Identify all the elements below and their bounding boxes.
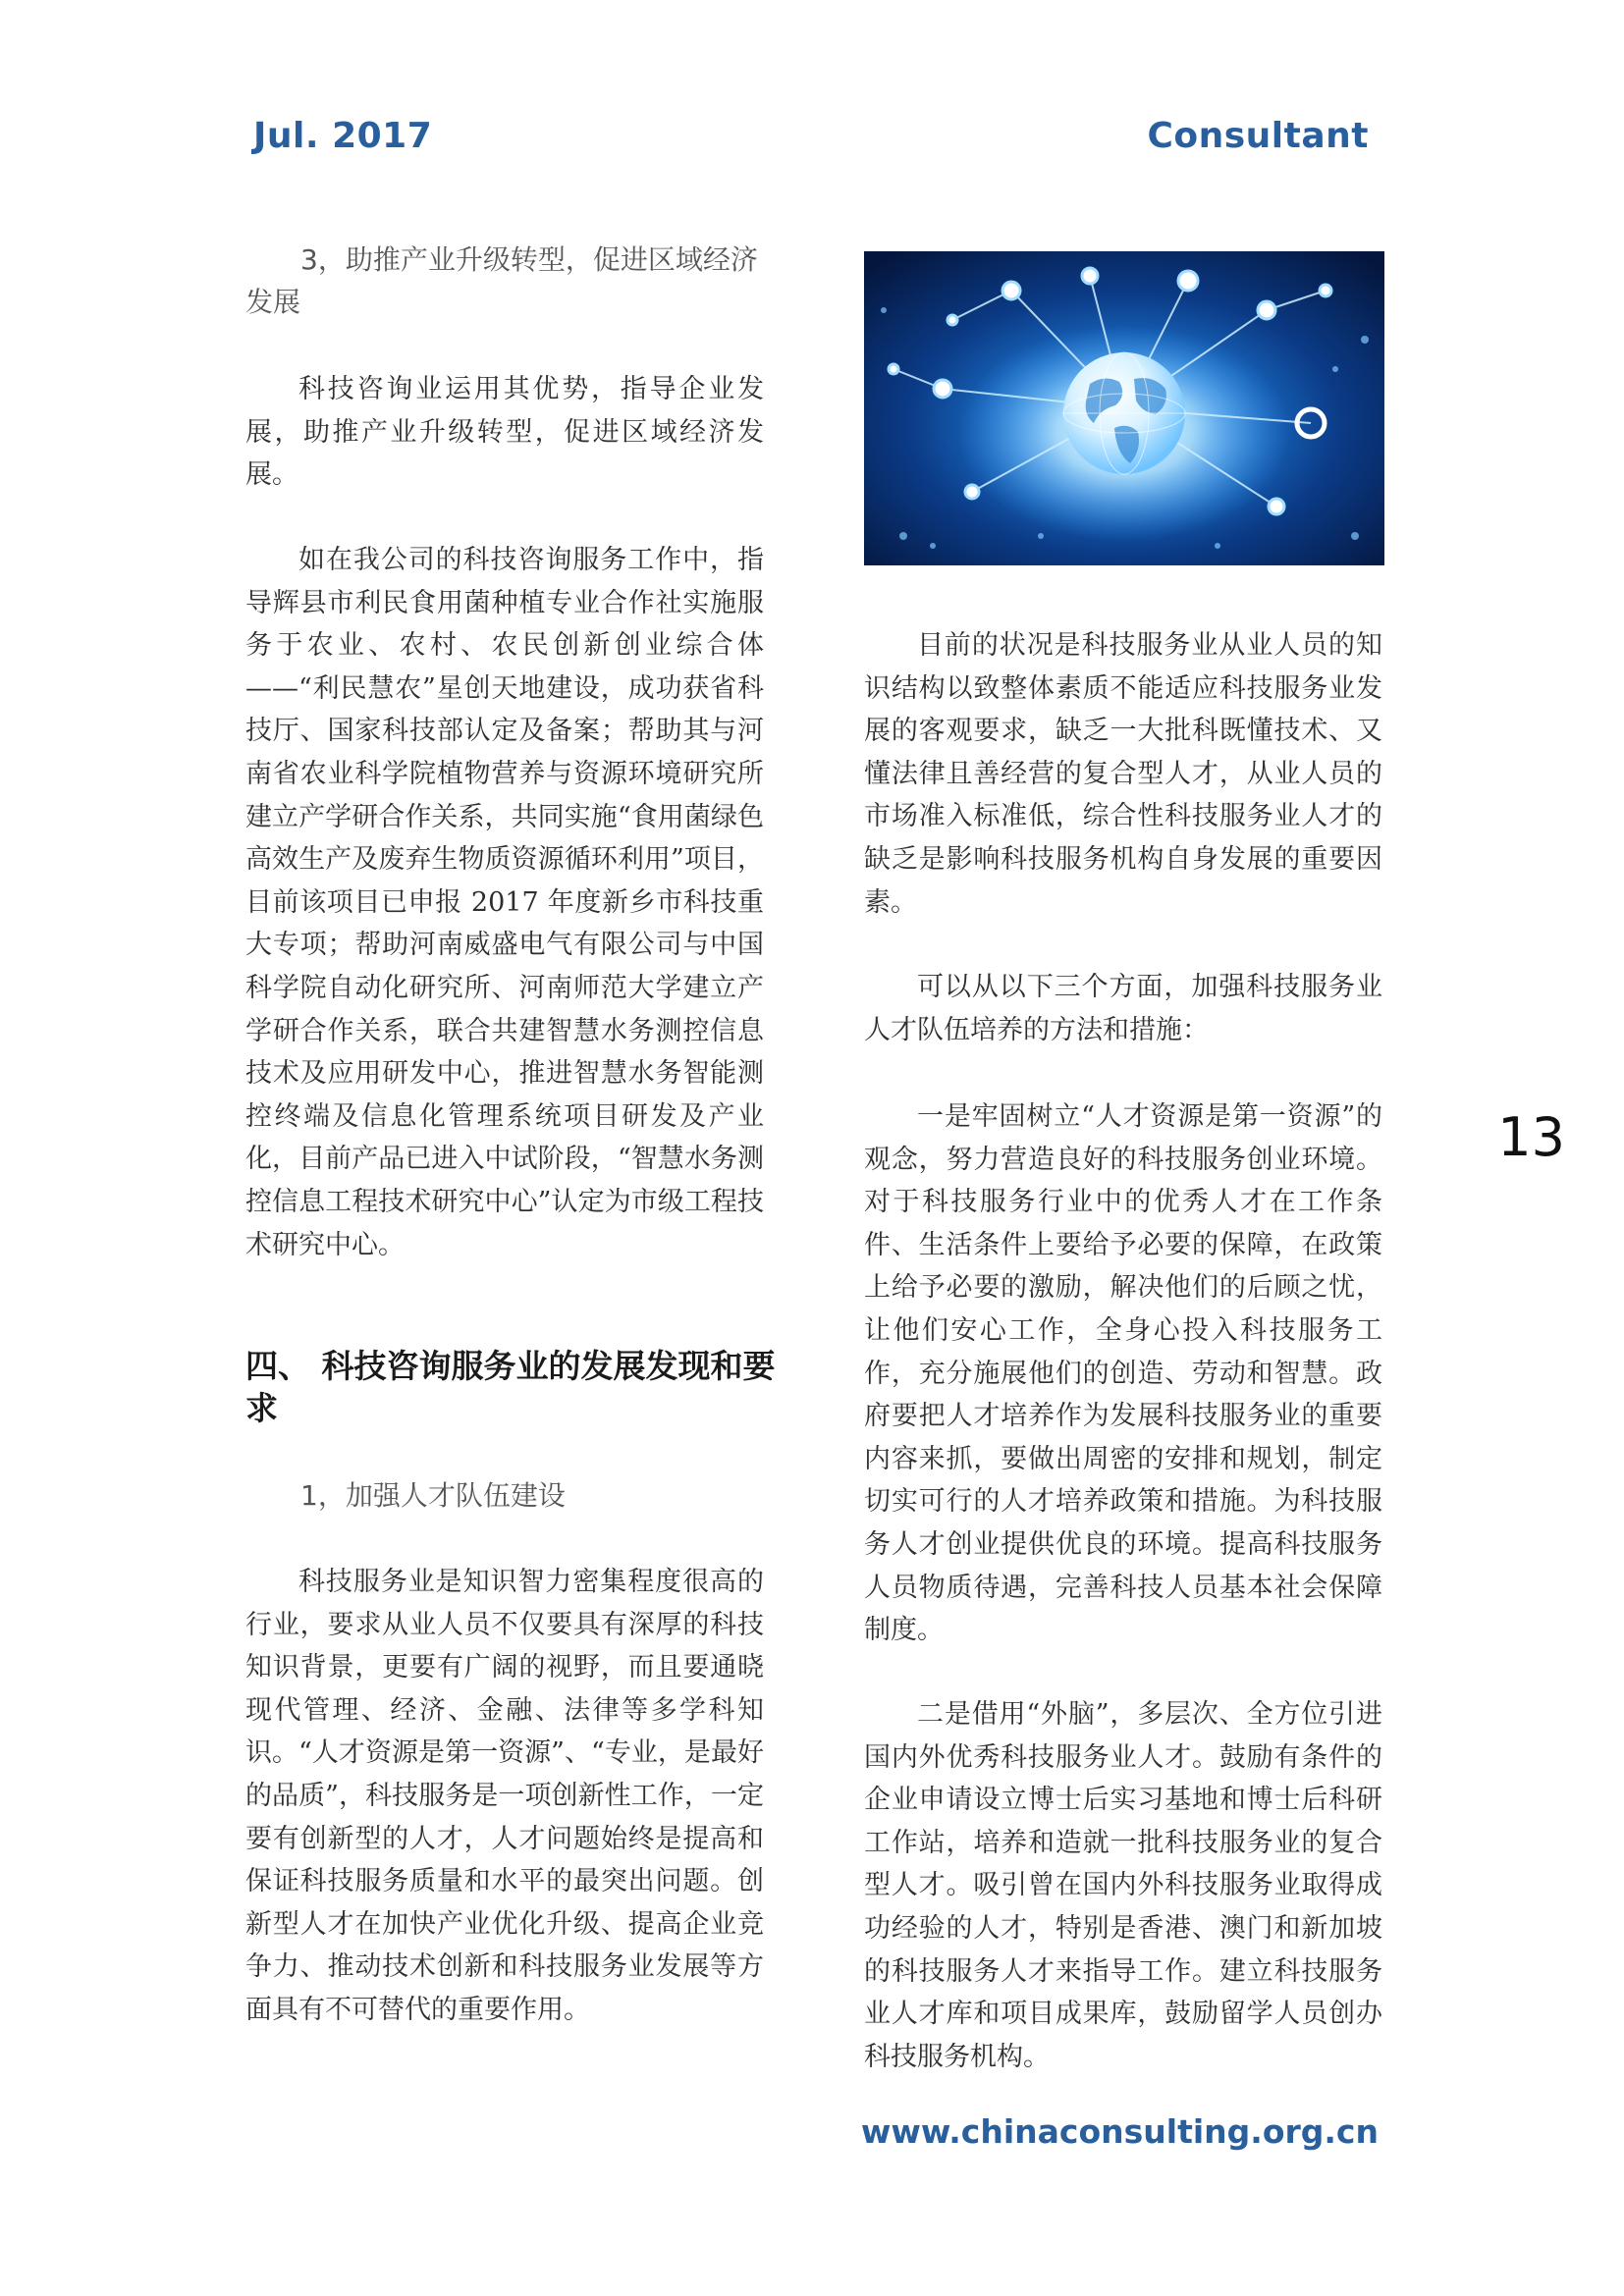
paragraph: 可以从以下三个方面，加强科技服务业人才队伍培养的方法和措施： <box>864 972 1382 1045</box>
subheading-talent: 1，加强人才队伍建设 <box>300 1479 566 1512</box>
magazine-name: Consultant <box>1147 116 1369 156</box>
footer-url[interactable]: www.chinaconsulting.org.cn <box>860 2112 1379 2151</box>
issue-date: Jul. 2017 <box>253 116 433 156</box>
subheading-industry-upgrade: 3，助推产业升级转型，促进区域经济发展 <box>245 243 758 318</box>
paragraph: 科技咨询业运用其优势，指导企业发展，助推产业升级转型，促进区域经济发展。 <box>245 374 764 491</box>
paragraph: 科技服务业是知识智力密集程度很高的行业，要求从业人员不仅要具有深厚的科技知识背景，更要有广阔的视野，而且要通晓现代管理、经济、金融、法律等多学科知识。“人才资源是第一资源”、“专业，是最好的品质”，科技服务是一项创新性工作，一定要有创新型的人才，人才问题始终是提高和保证科技服务质量和水平的最突出问题。创新型人才在加快产业优化升级、提高企业竞争力、推动技术创新和科技服务业发展等方面具有不可替代的重要作用。 <box>245 1567 764 2025</box>
paragraph: 一是牢固树立“人才资源是第一资源”的观念，努力营造良好的科技服务创业环境。对于科技服务行业中的优秀人才在工作条件、生活条件上要给予必要的保障，在政策上给予必要的激励，解决他们的后顾之忧，让他们安心工作，全身心投入科技服务工作，充分施展他们的创造、劳动和智慧。政府要把人才培养作为发展科技服务业的重要内容来抓，要做出周密的安排和规划，制定切实可行的人才培养政策和措施。为科技服务人才创业提供优良的环境。提高科技服务人员物质待遇，完善科技人员基本社会保障制度。 <box>864 1101 1382 1646</box>
paragraph: 如在我公司的科技咨询服务工作中，指导辉县市利民食用菌种植专业合作社实施服务于农业、农村、农民创新创业综合体——“利民慧农”星创天地建设，成功获省科技厅、国家科技部认定及备案；帮助其与河南省农业科学院植物营养与资源环境研究所建立产学研合作关系，共同实施“食用菌绿色高效生产及废弃生物质资源循环利用”项目，目前该项目已申报 2017 年度新乡市科技重大专项；帮助河南威盛电气有限公司与中国科学院自动化研究所、河南师范大学建立产学研合作关系，联合共建智慧水务测控信息技术及应用研发中心，推进智慧水务智能测控终端及信息化管理系统项目研发及产业化，目前产品已进入中试阶段，“智慧水务测控信息工程技术研究中心”认定为市级工程技术研究中心。 <box>245 545 764 1260</box>
paragraph: 二是借用“外脑”，多层次、全方位引进国内外优秀科技服务业人才。鼓励有条件的企业申请设立博士后实习基地和博士后科研工作站，培养和造就一批科技服务业的复合型人才。吸引曾在国内外科技服务业取得成功经验的人才，特别是香港、澳门和新加坡的科技服务人才来指导工作。建立科技服务业人才库和项目成果库，鼓励留学人员创办科技服务机构。 <box>864 1699 1382 2072</box>
page-number: 13 <box>1497 1106 1565 1168</box>
section-heading: 四、 科技咨询服务业的发展发现和要求 <box>245 1347 776 1427</box>
network-globe-image <box>864 251 1384 565</box>
paragraph: 目前的状况是科技服务业从业人员的知识结构以致整体素质不能适应科技服务业发展的客观要求，缺乏一大批科既懂技术、又懂法律且善经营的复合型人才，从业人员的市场准入标准低，综合性科技服务业人才的缺乏是影响科技服务机构自身发展的重要因素。 <box>864 630 1382 918</box>
